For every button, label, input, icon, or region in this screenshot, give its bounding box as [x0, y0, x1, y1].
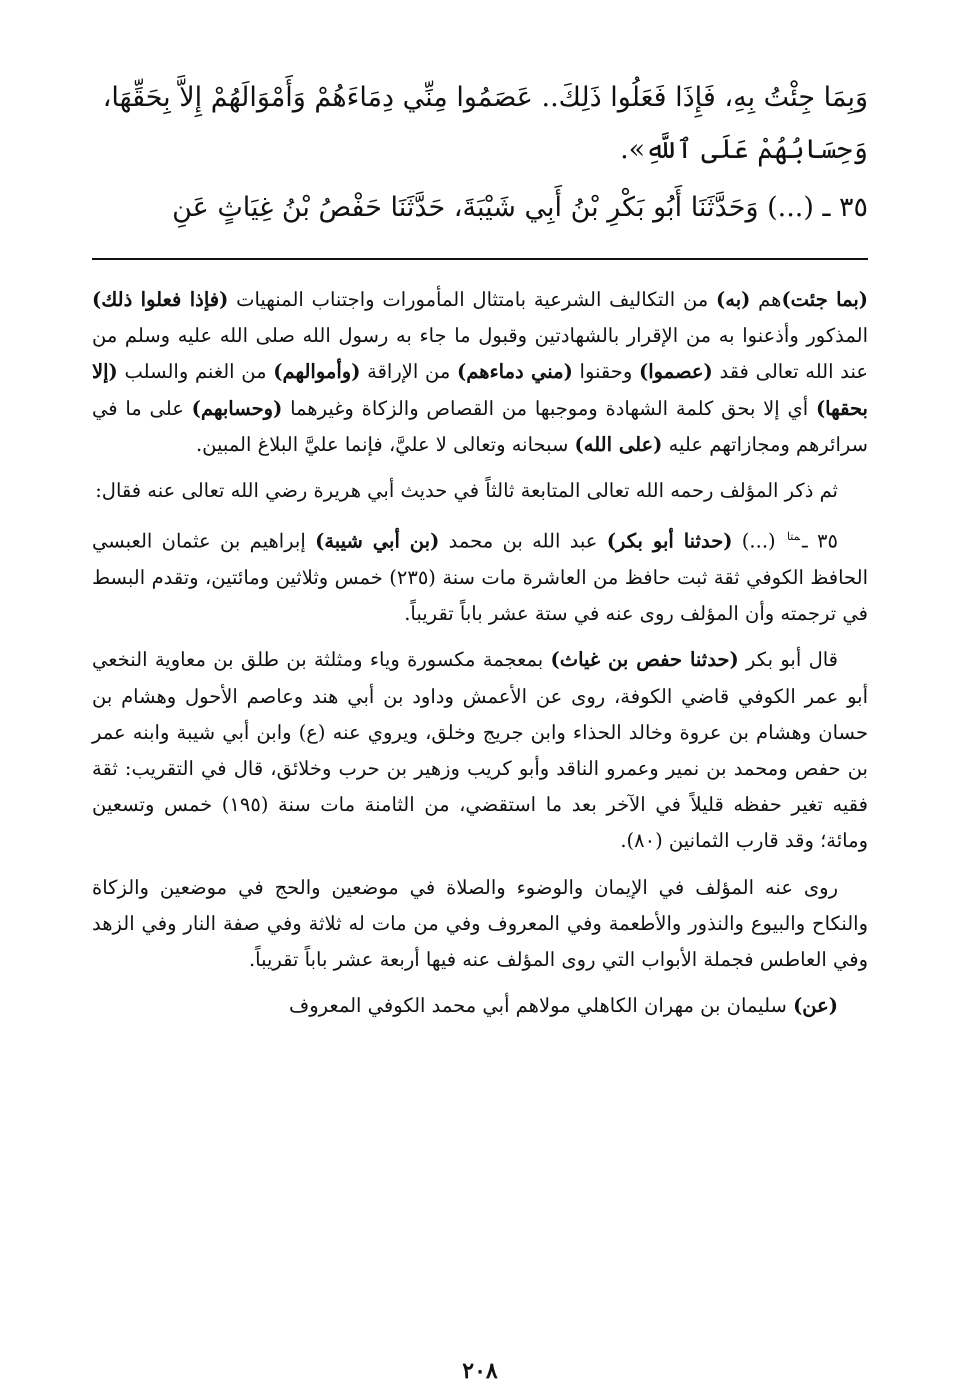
commentary-paragraph-3 [92, 519, 868, 632]
commentary-paragraph-5: روى عنه المؤلف في الإيمان والوضوء والصلاة في موضعين والحج في موضعين والزكاة والنكاح والبيوع والنذور والأطعمة وفي المعروف وفي من مات له ثلاثة وفي صفة النار وفي الزهد وفي العاطس فجملة الأبواب التي روى المؤلف عنه فيها أربعة عشر باباً تقريباً. [92, 875, 868, 971]
page-number: ٢٠٨ [462, 1358, 498, 1384]
commentary-text: أي إلا بحق كلمة الشهادة وموجبها من القصاص والزكاة وغيرهما [282, 396, 816, 420]
commentary [92, 282, 868, 1034]
book-page [92, 72, 869, 1384]
commentary-keyword: (إلا بحقها) [92, 360, 868, 420]
commentary-keyword: (وحسابهم) [191, 396, 283, 420]
hadith-number: ٣٥ ـ [801, 529, 838, 553]
commentary-paragraph-4 [92, 642, 868, 859]
commentary-keyword: (عن) [793, 994, 838, 1018]
commentary-text: من التكاليف الشرعية بامتثال المأمورات واجتناب المنهيات [228, 288, 717, 311]
commentary-text: عبد الله بن محمد [439, 529, 607, 553]
commentary-text: وحقنوا [572, 360, 639, 384]
commentary-text: المذكور وأذعنوا به من الإقرار بالشهادتين وقبول ما جاء به رسول الله صلى الله عليه وسلم من عند الله تعالى فقد [92, 324, 868, 384]
commentary-keyword: (فإذا فعلوا ذلك) [92, 288, 229, 311]
commentary-text: من الإراقة [360, 360, 457, 384]
commentary-text: على ما في سرائرهم ومجازاتهم عليه [92, 396, 868, 456]
commentary-keyword: (على الله) [574, 432, 663, 456]
commentary-text: إبراهيم بن عثمان العبسي الحافظ الكوفي ثقة ثبت حافظ من العاشرة مات سنة (٢٣٥) خمس وثلاثين ومائتين، وتقدم البسط في ترجمته وأن المؤلف روى عنه في ستة عشر باباً تقريباً. [92, 529, 869, 626]
commentary-keyword: (عصموا) [638, 360, 713, 384]
commentary-text: (...) [732, 529, 785, 553]
hadith-line-3: ٣٥ ـ (...) وَحَدَّثَنَا أَبُو بَكْرِ بْنُ أَبِي شَيْبَةَ، حَدَّثَنَا حَفْصُ بْنُ غِيَاثٍ عَنِ [172, 192, 868, 223]
commentary-keyword: (حدثنا حفص بن غياث) [550, 648, 739, 672]
commentary-keyword: (حدثنا أبو بكر) [606, 529, 733, 553]
commentary-keyword: (مني دماءهم) [457, 360, 573, 384]
commentary-text: سبحانه وتعالى لا عليَّ، فإنما عليَّ البلاغ المبين. [195, 432, 575, 456]
commentary-keyword: (بن أبي شيبة) [315, 529, 440, 553]
commentary-text: سليمان بن مهران الكاهلي مولاهم أبي محمد الكوفي المعروف [289, 994, 794, 1018]
hadith-text [92, 72, 868, 234]
commentary-text: هم [750, 288, 782, 311]
commentary-keyword: (بما جئت) [781, 288, 868, 311]
commentary-keyword: (وأموالهم) [273, 360, 361, 384]
commentary-text: قال أبو بكر [738, 648, 838, 672]
matn-marker: متا [786, 530, 800, 544]
hadith-line-2: وَحِسَابُهُمْ عَلَى ٱللَّهِ». [620, 134, 868, 165]
commentary-paragraph-6 [92, 988, 868, 1024]
commentary-keyword: (به) [716, 288, 751, 311]
commentary-paragraph-2: ثم ذكر المؤلف رحمه الله تعالى المتابعة ثالثاً في حديث أبي هريرة رضي الله تعالى عنه فقال: [95, 479, 838, 503]
commentary-text: من الغنم والسلب [117, 360, 274, 384]
commentary-paragraph-1 [92, 282, 868, 463]
commentary-text: بمعجمة مكسورة وياء ومثلثة بن طلق بن معاوية النخعي أبو عمر الكوفي قاضي الكوفة، روى عن الأعمش وداود بن أبي هند وعاصم الأحول وهشام بن حسان وهشام بن عروة وخالد الحذاء وابن جريج وخلق، ويروي عنه (ع) وابن أبي شيبة وابنه عمر بن حفص ومحمد بن نمير وعمرو الناقد وأبو كريب وزهير بن حرب وخلائق، قال في التقريب: ثقة فقيه تغير حفظه قليلاً في الآخر بعد ما استقضي، من الثامنة مات سنة (١٩٥) خمس وتسعين ومائة؛ وقد قارب الثمانين (٨٠). [92, 648, 868, 853]
hadith-line-1: وَبِمَا جِئْتُ بِهِ، فَإِذَا فَعَلُوا ذَلِكَ.. عَصَمُوا مِنِّي دِمَاءَهُمْ وَأَمْوَالَهُمْ إِلاَّ بِحَقِّهَا، [102, 82, 868, 113]
footnote-divider [92, 258, 868, 260]
